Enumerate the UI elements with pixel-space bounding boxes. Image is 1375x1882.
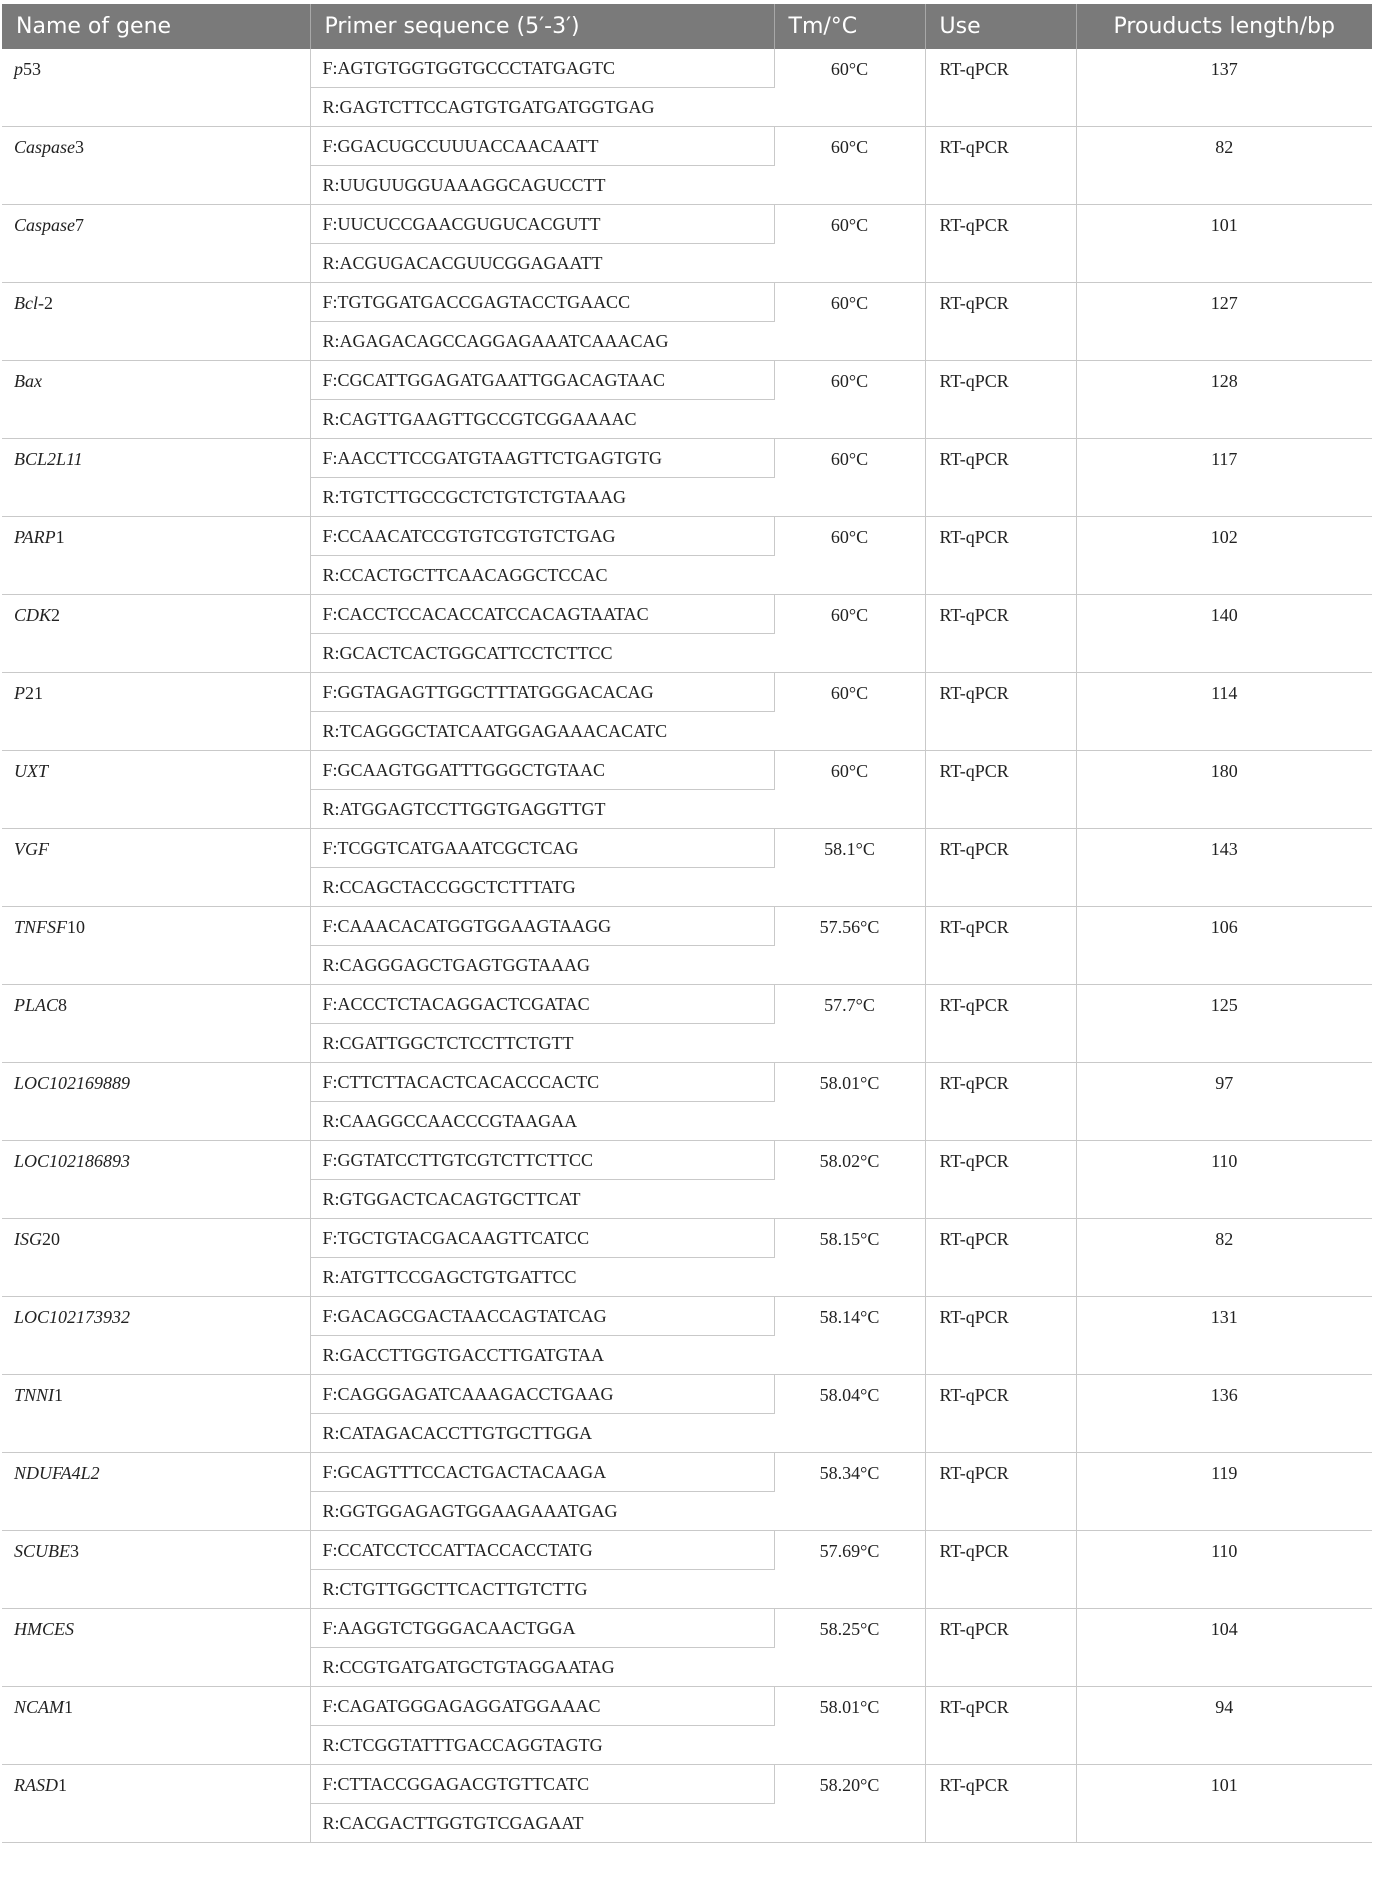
product-length: 102 xyxy=(1076,517,1372,595)
tm-value: 58.01°C xyxy=(774,1687,925,1765)
tm-value: 58.15°C xyxy=(774,1219,925,1297)
reverse-primer: R:CCAGCTACCGGCTCTTTATG xyxy=(310,868,774,907)
forward-primer: F:CCAACATCCGTGTCGTGTCTGAG xyxy=(310,517,774,556)
table-row xyxy=(2,361,1372,400)
gene-name: Caspase3 xyxy=(2,127,310,205)
product-length: 117 xyxy=(1076,439,1372,517)
forward-primer: F:CAGGGAGATCAAAGACCTGAAG xyxy=(310,1375,774,1414)
product-length: 128 xyxy=(1076,361,1372,439)
forward-primer: F:GCAGTTTCCACTGACTACAAGA xyxy=(310,1453,774,1492)
product-length: 110 xyxy=(1076,1141,1372,1219)
use-value: RT-qPCR xyxy=(925,1219,1076,1297)
use-value: RT-qPCR xyxy=(925,1687,1076,1765)
reverse-primer: R:CACGACTTGGTGTCGAGAAT xyxy=(310,1804,774,1843)
tm-value: 58.01°C xyxy=(774,1063,925,1141)
gene-name: BCL2L11 xyxy=(2,439,310,517)
tm-value: 58.04°C xyxy=(774,1375,925,1453)
table-row xyxy=(2,595,1372,634)
product-length: 101 xyxy=(1076,205,1372,283)
gene-name: TNFSF10 xyxy=(2,907,310,985)
reverse-primer: R:CTGTTGGCTTCACTTGTCTTG xyxy=(310,1570,774,1609)
gene-name: Caspase7 xyxy=(2,205,310,283)
gene-name: LOC102173932 xyxy=(2,1297,310,1375)
product-length: 136 xyxy=(1076,1375,1372,1453)
product-length: 131 xyxy=(1076,1297,1372,1375)
product-length: 143 xyxy=(1076,829,1372,907)
use-value: RT-qPCR xyxy=(925,673,1076,751)
tm-value: 60°C xyxy=(774,361,925,439)
forward-primer: F:CACCTCCACACCATCCACAGTAATAC xyxy=(310,595,774,634)
tm-value: 60°C xyxy=(774,205,925,283)
forward-primer: F:GGTAGAGTTGGCTTTATGGGACACAG xyxy=(310,673,774,712)
use-value: RT-qPCR xyxy=(925,1609,1076,1687)
table-row xyxy=(2,1297,1372,1336)
gene-name: RASD1 xyxy=(2,1765,310,1843)
tm-value: 58.20°C xyxy=(774,1765,925,1843)
use-value: RT-qPCR xyxy=(925,1297,1076,1375)
use-value: RT-qPCR xyxy=(925,283,1076,361)
tm-value: 60°C xyxy=(774,439,925,517)
gene-name: HMCES xyxy=(2,1609,310,1687)
gene-name: PLAC8 xyxy=(2,985,310,1063)
use-value: RT-qPCR xyxy=(925,361,1076,439)
tm-value: 58.34°C xyxy=(774,1453,925,1531)
gene-name: CDK2 xyxy=(2,595,310,673)
use-value: RT-qPCR xyxy=(925,595,1076,673)
use-value: RT-qPCR xyxy=(925,1765,1076,1843)
table-body xyxy=(2,49,1372,1843)
use-value: RT-qPCR xyxy=(925,1141,1076,1219)
forward-primer: F:TCGGTCATGAAATCGCTCAG xyxy=(310,829,774,868)
gene-name: Bax xyxy=(2,361,310,439)
table-row xyxy=(2,439,1372,478)
gene-name: TNNI1 xyxy=(2,1375,310,1453)
tm-value: 60°C xyxy=(774,751,925,829)
forward-primer: F:TGCTGTACGACAAGTTCATCC xyxy=(310,1219,774,1258)
table-row xyxy=(2,985,1372,1024)
reverse-primer: R:CGATTGGCTCTCCTTCTGTT xyxy=(310,1024,774,1063)
reverse-primer: R:AGAGACAGCCAGGAGAAATCAAACAG xyxy=(310,322,774,361)
gene-name: NDUFA4L2 xyxy=(2,1453,310,1531)
gene-name: SCUBE3 xyxy=(2,1531,310,1609)
header-tm: Tm/°C xyxy=(774,4,925,49)
reverse-primer: R:CCGTGATGATGCTGTAGGAATAG xyxy=(310,1648,774,1687)
use-value: RT-qPCR xyxy=(925,439,1076,517)
forward-primer: F:UUCUCCGAACGUGUCACGUTT xyxy=(310,205,774,244)
use-value: RT-qPCR xyxy=(925,751,1076,829)
tm-value: 58.25°C xyxy=(774,1609,925,1687)
tm-value: 57.56°C xyxy=(774,907,925,985)
product-length: 125 xyxy=(1076,985,1372,1063)
forward-primer: F:AAGGTCTGGGACAACTGGA xyxy=(310,1609,774,1648)
reverse-primer: R:CTCGGTATTTGACCAGGTAGTG xyxy=(310,1726,774,1765)
use-value: RT-qPCR xyxy=(925,1531,1076,1609)
use-value: RT-qPCR xyxy=(925,1375,1076,1453)
product-length: 119 xyxy=(1076,1453,1372,1531)
gene-name: PARP1 xyxy=(2,517,310,595)
forward-primer: F:CCATCCTCCATTACCACCTATG xyxy=(310,1531,774,1570)
reverse-primer: R:ATGGAGTCCTTGGTGAGGTTGT xyxy=(310,790,774,829)
product-length: 106 xyxy=(1076,907,1372,985)
product-length: 180 xyxy=(1076,751,1372,829)
gene-name: VGF xyxy=(2,829,310,907)
product-length: 94 xyxy=(1076,1687,1372,1765)
forward-primer: F:CAAACACATGGTGGAAGTAAGG xyxy=(310,907,774,946)
product-length: 127 xyxy=(1076,283,1372,361)
forward-primer: F:TGTGGATGACCGAGTACCTGAACC xyxy=(310,283,774,322)
table-row xyxy=(2,1375,1372,1414)
gene-name: UXT xyxy=(2,751,310,829)
table-row xyxy=(2,1141,1372,1180)
table-row xyxy=(2,49,1372,88)
table-header xyxy=(2,4,1372,49)
reverse-primer: R:ATGTTCCGAGCTGTGATTCC xyxy=(310,1258,774,1297)
tm-value: 58.14°C xyxy=(774,1297,925,1375)
reverse-primer: R:CAAGGCCAACCCGTAAGAA xyxy=(310,1102,774,1141)
use-value: RT-qPCR xyxy=(925,127,1076,205)
product-length: 140 xyxy=(1076,595,1372,673)
reverse-primer: R:GCACTCACTGGCATTCCTCTTCC xyxy=(310,634,774,673)
forward-primer: F:GACAGCGACTAACCAGTATCAG xyxy=(310,1297,774,1336)
table-row xyxy=(2,1609,1372,1648)
table-row xyxy=(2,1765,1372,1804)
use-value: RT-qPCR xyxy=(925,907,1076,985)
reverse-primer: R:GACCTTGGTGACCTTGATGTAA xyxy=(310,1336,774,1375)
forward-primer: F:GGTATCCTTGTCGTCTTCTTCC xyxy=(310,1141,774,1180)
gene-name: LOC102186893 xyxy=(2,1141,310,1219)
reverse-primer: R:GTGGACTCACAGTGCTTCAT xyxy=(310,1180,774,1219)
header-product-length: Prouducts length/bp xyxy=(1076,4,1372,49)
header-primer-sequence: Primer sequence (5′-3′) xyxy=(310,4,774,49)
product-length: 97 xyxy=(1076,1063,1372,1141)
tm-value: 60°C xyxy=(774,517,925,595)
gene-name: p53 xyxy=(2,49,310,127)
tm-value: 60°C xyxy=(774,127,925,205)
forward-primer: F:GGACUGCCUUUACCAACAATT xyxy=(310,127,774,166)
product-length: 101 xyxy=(1076,1765,1372,1843)
tm-value: 60°C xyxy=(774,595,925,673)
forward-primer: F:AGTGTGGTGGTGCCCTATGAGTC xyxy=(310,49,774,88)
table-row xyxy=(2,283,1372,322)
tm-value: 60°C xyxy=(774,283,925,361)
product-length: 110 xyxy=(1076,1531,1372,1609)
reverse-primer: R:CAGGGAGCTGAGTGGTAAAG xyxy=(310,946,774,985)
product-length: 104 xyxy=(1076,1609,1372,1687)
gene-name: P21 xyxy=(2,673,310,751)
table-row xyxy=(2,517,1372,556)
reverse-primer: R:CAGTTGAAGTTGCCGTCGGAAAAC xyxy=(310,400,774,439)
header-gene: Name of gene xyxy=(2,4,310,49)
forward-primer: F:AACCTTCCGATGTAAGTTCTGAGTGTG xyxy=(310,439,774,478)
product-length: 137 xyxy=(1076,49,1372,127)
use-value: RT-qPCR xyxy=(925,517,1076,595)
use-value: RT-qPCR xyxy=(925,205,1076,283)
table-row xyxy=(2,127,1372,166)
use-value: RT-qPCR xyxy=(925,1453,1076,1531)
forward-primer: F:CTTCTTACACTCACACCCACTC xyxy=(310,1063,774,1102)
tm-value: 60°C xyxy=(774,49,925,127)
use-value: RT-qPCR xyxy=(925,49,1076,127)
table-row xyxy=(2,673,1372,712)
reverse-primer: R:TGTCTTGCCGCTCTGTCTGTAAAG xyxy=(310,478,774,517)
reverse-primer: R:TCAGGGCTATCAATGGAGAAACACATC xyxy=(310,712,774,751)
table-row xyxy=(2,751,1372,790)
product-length: 114 xyxy=(1076,673,1372,751)
table-row xyxy=(2,1219,1372,1258)
forward-primer: F:CGCATTGGAGATGAATTGGACAGTAAC xyxy=(310,361,774,400)
product-length: 82 xyxy=(1076,1219,1372,1297)
tm-value: 58.02°C xyxy=(774,1141,925,1219)
reverse-primer: R:GAGTCTTCCAGTGTGATGATGGTGAG xyxy=(310,88,774,127)
gene-name: Bcl-2 xyxy=(2,283,310,361)
reverse-primer: R:UUGUUGGUAAAGGCAGUCCTT xyxy=(310,166,774,205)
forward-primer: F:GCAAGTGGATTTGGGCTGTAAC xyxy=(310,751,774,790)
gene-name: LOC102169889 xyxy=(2,1063,310,1141)
use-value: RT-qPCR xyxy=(925,1063,1076,1141)
reverse-primer: R:ACGUGACACGUUCGGAGAATT xyxy=(310,244,774,283)
gene-name: ISG20 xyxy=(2,1219,310,1297)
tm-value: 57.69°C xyxy=(774,1531,925,1609)
header-use: Use xyxy=(925,4,1076,49)
table-row xyxy=(2,907,1372,946)
tm-value: 60°C xyxy=(774,673,925,751)
table-row xyxy=(2,1531,1372,1570)
table-row xyxy=(2,1063,1372,1102)
table-row xyxy=(2,1687,1372,1726)
reverse-primer: R:CCACTGCTTCAACAGGCTCCAC xyxy=(310,556,774,595)
product-length: 82 xyxy=(1076,127,1372,205)
use-value: RT-qPCR xyxy=(925,985,1076,1063)
table-row xyxy=(2,205,1372,244)
reverse-primer: R:GGTGGAGAGTGGAAGAAATGAG xyxy=(310,1492,774,1531)
tm-value: 57.7°C xyxy=(774,985,925,1063)
forward-primer: F:ACCCTCTACAGGACTCGATAC xyxy=(310,985,774,1024)
primer-table xyxy=(2,4,1372,1843)
table-row xyxy=(2,1453,1372,1492)
use-value: RT-qPCR xyxy=(925,829,1076,907)
reverse-primer: R:CATAGACACCTTGTGCTTGGA xyxy=(310,1414,774,1453)
forward-primer: F:CAGATGGGAGAGGATGGAAAC xyxy=(310,1687,774,1726)
table-row xyxy=(2,829,1372,868)
forward-primer: F:CTTACCGGAGACGTGTTCATC xyxy=(310,1765,774,1804)
gene-name: NCAM1 xyxy=(2,1687,310,1765)
tm-value: 58.1°C xyxy=(774,829,925,907)
